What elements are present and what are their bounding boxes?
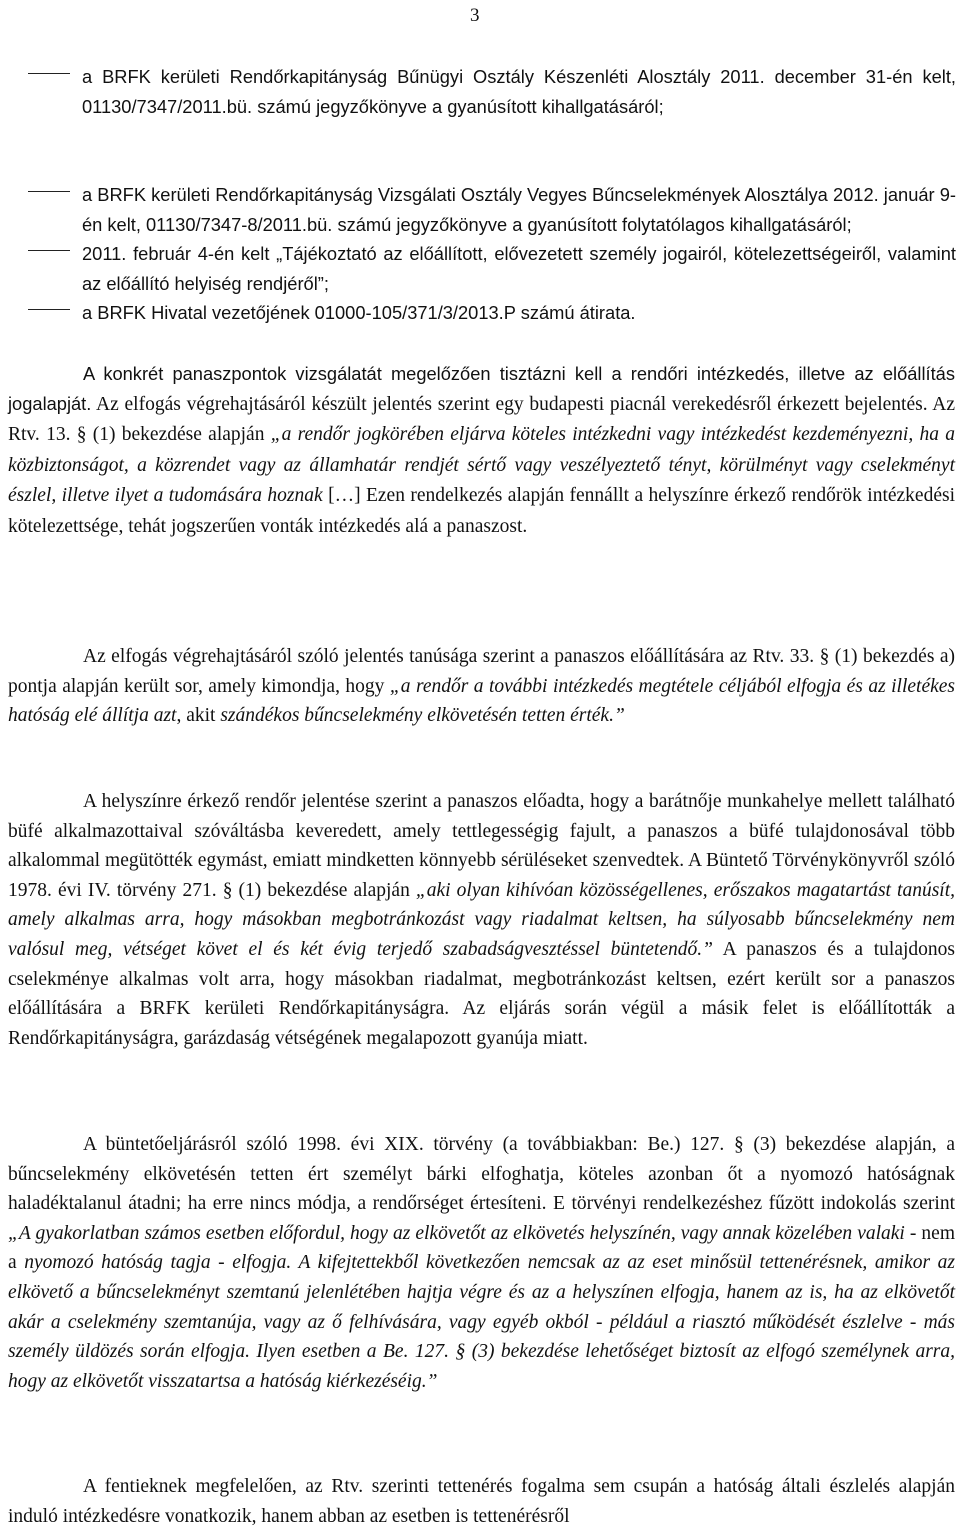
dash-bullet (28, 250, 70, 251)
paragraph-conclusion (8, 1472, 955, 1531)
quoted-law: „a rendőr jogkörében eljárva köteles intézkedni vagy intézkedést kezdeményezni, ha a közbiztonságot, a közrendet vagy az államhatár rendjét sértő vagy veszélyeztető tényt, körülményt vagy cselekményt észlel, illetve ilyet a tudomására hoznak (8, 424, 956, 507)
paragraph-text: […] Ezen rendelkezés alapján fennállt a helyszínre érkező rendőrök intézkedési kötelezettsége, tehát jogszerűen vonták intézkedés alá a panaszost. (8, 485, 955, 537)
list-item (8, 298, 956, 328)
paragraph-legal-basis (8, 359, 955, 542)
paragraph-text: A panaszos és a tulajdonos cselekménye alkalmas volt arra, hogy másokban riadalmat, megbotránkozást keltsen, ezért került sor a panaszos előállítására a BRFK kerületi Rendőrkapitányságra. Az eljárás során végül a másik felet is előállították a Rendőrkapitányságra, garázdaság vétségének megalapozott gyanúja miatt. (8, 938, 955, 1049)
quoted-law: „A gyakorlatban számos esetben előfordul, hogy az elkövetőt az elkövetés helyszínén, vagy annak közelében valaki (8, 1222, 905, 1244)
paragraph-detention (8, 642, 955, 731)
list-item-text: a BRFK kerületi Rendőrkapitányság Bűnügyi Osztály Készenléti Alosztály 2011. december 31-én kelt, 01130/7347/2011.bü. számú jegyzőkönyve a gyanúsított kihallgatásáról; (82, 66, 956, 117)
list-item (8, 62, 956, 180)
list-item (8, 180, 956, 239)
page-number: 3 (470, 5, 480, 26)
paragraph-text: A helyszínre érkező rendőr jelentése szerint a panaszos előadta, hogy a barátnője munkahelye mellett található büfé alkalmazottaival szóváltásba keveredett, amely tettlegességig fajult, a panaszos a büfé tulajdonosával több alkalommal megütötték egymást, emiatt mindketten könnyebb sérüléseket szenvedtek. A Büntető Törvénykönyvről szóló 1978. évi IV. törvény 271. § (1) bekezdése alapján (8, 791, 955, 901)
list-item (8, 239, 956, 298)
dash-bullet (28, 73, 70, 74)
paragraph-criminal-procedure (8, 1130, 955, 1396)
paragraph-text: A fentieknek megfelelően, az Rtv. szerinti tettenérés fogalma sem csupán a hatóság általi észlelés alapján induló intézkedésre vonatkozik, hanem abban az esetben is tettenérésről (8, 1476, 955, 1527)
paragraph-text: A büntetőeljárásról szóló 1998. évi XIX. törvény (a továbbiakban: Be.) 127. § (3) bekezdése alapján, a bűncselekmény elkövetésén tetten ért személyt bárki elfoghatja, köteles azonban őt a nyomozó hatóságnak haladéktalanul átadni; ha erre nincs módja, a rendőrséget értesíteni. E törvényi rendelkezéshez fűzött indokolás szerint (8, 1134, 955, 1215)
source-list (8, 62, 956, 328)
paragraph-text: - nem a (8, 1222, 955, 1274)
list-item-text: a BRFK kerületi Rendőrkapitányság Vizsgálati Osztály Vegyes Bűncselekmények Alosztálya 2012. január 9-én kelt, 01130/7347-8/2011.bü. számú jegyzőkönyve a gyanúsított folytatólagos kihallgatásáról; (82, 184, 956, 235)
list-item-text: a BRFK Hivatal vezetőjének 01000-105/371/3/2013.P számú átirata. (82, 302, 636, 323)
quoted-law: „aki olyan kihívóan közösségellenes, erőszakos magatartást tanúsít, amely alkalmas arra, hogy másokban megbotránkozást vagy riadalmat keltsen, ha súlyosabb bűncselekmény nem valósul meg, vétséget követ el és két évig terjedő szabadságvesztéssel büntetendő.” (8, 879, 955, 960)
paragraph-text: , akit (176, 705, 221, 727)
paragraph-text: A konkrét panaszpontok vizsgálatát megelőzően tisztázni kell a rendőri intézkedés, illetve az előállítás jogalapját. (8, 363, 955, 414)
quoted-law: szándékos bűncselekmény elkövetésén tetten érték.” (220, 705, 625, 727)
quoted-law: „a rendőr a további intézkedés megtétele céljából elfogja és az illetékes hatóság elé állítja azt (8, 675, 955, 727)
paragraph-police-report (8, 787, 955, 1053)
quoted-law: elfogja. A kifejtettekből következően nemcsak az az eset minősül tettenérésnek, amikor az elkövető a bűncselekményt szemtanú jelenlétében hajtja végre és az a helyszínen elfogja, hanem az is, ha az elkövetőt akár a cselekmény szemtanúja, vagy az ő felhívására, vagy egyéb okból - például a riasztó működését észlelve - más személy üldözés során elfogja. Ilyen esetben a Be. 127. § (3) bekezdése lehetőséget biztosít az elfogó személynek arra, hogy az elkövetőt visszatartsa a hatóság kiérkezéséig.” (8, 1252, 956, 1392)
dash-bullet (28, 191, 70, 192)
paragraph-text: Az elfogás végrehajtásáról szóló jelentés tanúsága szerint a panaszos előállítására az Rtv. 33. § (1) bekezdés a) pontja alapján került sor, amely kimondja, hogy (8, 646, 955, 697)
quoted-law: nyomozó hatóság tagja (24, 1252, 211, 1274)
dash-bullet (28, 309, 70, 310)
paragraph-text: - (210, 1252, 233, 1274)
paragraph-text: Az elfogás végrehajtásáról készült jelentés szerint egy budapesti piacnál verekedésről érkezett bejelentés. Az Rtv. 13. § (1) bekezdése alapján (8, 393, 955, 446)
list-item-text: 2011. február 4-én kelt „Tájékoztató az előállított, elővezetett személy jogairól, kötelezettségeiről, valamint az előállító helyiség rendjéről”; (82, 243, 956, 294)
